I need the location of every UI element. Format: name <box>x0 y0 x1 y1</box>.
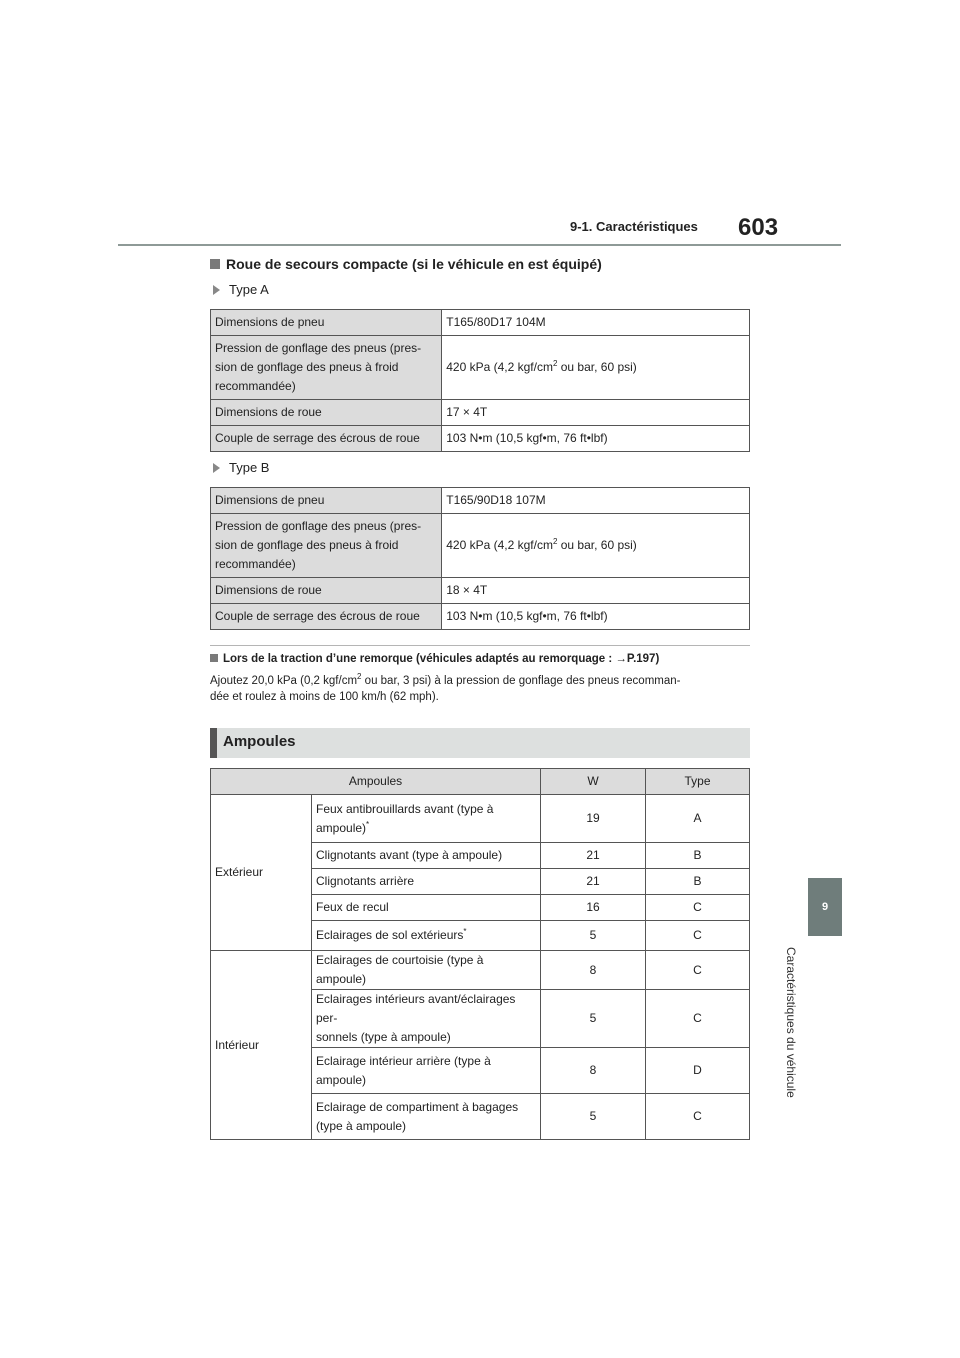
bulb-type: D <box>646 1048 750 1094</box>
header-divider <box>118 244 841 246</box>
towing-note-heading <box>210 653 659 665</box>
label-line: recommandée) <box>215 379 296 393</box>
table-row <box>211 336 750 400</box>
table-row <box>211 951 750 990</box>
note-text: Ajoutez 20,0 kPa (0,2 kgf/cm <box>210 675 358 687</box>
square-bullet-icon <box>210 654 218 662</box>
spec-label <box>211 514 442 578</box>
bulb-watts: 5 <box>541 921 646 951</box>
chapter-label-text: Caractéristiques du véhicule <box>784 947 798 1098</box>
section-title: 9-1. Caractéristiques <box>570 219 698 234</box>
table-row <box>211 604 750 630</box>
value-text: ou bar, 60 psi) <box>557 360 637 374</box>
bulb-watts: 21 <box>541 869 646 895</box>
label-line: sion de gonflage des pneus à froid <box>215 538 399 552</box>
spare-wheel-heading <box>210 256 602 272</box>
type-a-label: Type A <box>229 282 269 297</box>
column-header: Ampoules <box>211 769 541 795</box>
bulb-type: A <box>646 795 750 843</box>
table-row <box>211 310 750 336</box>
bulb-name-line: (type à ampoule) <box>316 1118 407 1133</box>
spec-value: T165/80D17 104M <box>442 310 750 336</box>
bulb-name <box>312 1094 541 1140</box>
type-b-table <box>210 487 750 630</box>
bulb-type: B <box>646 869 750 895</box>
triangle-bullet-icon <box>213 285 220 295</box>
table-row <box>211 578 750 604</box>
bulb-name <box>312 1048 541 1094</box>
bulb-name-line: ampoule) <box>316 1072 367 1087</box>
bulb-watts: 16 <box>541 895 646 921</box>
value-text: 420 kPa (4,2 kgf/cm <box>446 538 553 552</box>
label-line: sion de gonflage des pneus à froid <box>215 360 399 374</box>
bulb-name-line: Eclairage de compartiment à bagages <box>316 1099 519 1114</box>
bulb-name-line: Eclairage intérieur arrière (type à <box>316 1053 491 1068</box>
bulb-watts: 21 <box>541 843 646 869</box>
bulb-name-line <box>316 819 536 838</box>
spare-wheel-title: Roue de secours compacte (si le véhicule en est équipé) <box>226 256 602 272</box>
group-label: Intérieur <box>211 951 312 1140</box>
footnote-mark: * <box>463 927 467 936</box>
table-row <box>211 400 750 426</box>
bulb-name: Feux de recul <box>312 895 541 921</box>
spec-label <box>211 336 442 400</box>
bulb-name-text: Eclairages de sol extérieurs <box>316 928 464 942</box>
bulb-name: Eclairages de courtoisie (type à ampoule) <box>312 951 541 990</box>
bulb-type: C <box>646 895 750 921</box>
superscript: 2 <box>552 359 558 368</box>
bulb-name-line: Feux antibrouillards avant (type à <box>316 801 494 816</box>
square-bullet-icon <box>210 259 220 269</box>
table-header-row <box>211 769 750 795</box>
table-row <box>211 795 750 843</box>
bulb-name-line: sonnels (type à ampoule) <box>316 1030 451 1044</box>
table-row <box>211 488 750 514</box>
towing-note-title[interactable]: Lors de la traction d’une remorque (véhicules adaptés au remorquage : →P.197) <box>223 653 660 665</box>
chapter-tab[interactable]: 9 <box>808 878 842 936</box>
type-a-table <box>210 309 750 452</box>
label-line: Pression de gonflage des pneus (pres- <box>215 341 422 355</box>
bulb-watts: 5 <box>541 1094 646 1140</box>
value-text: 420 kPa (4,2 kgf/cm <box>446 360 553 374</box>
bulbs-table <box>210 768 750 1140</box>
type-b-label: Type B <box>229 460 270 475</box>
spec-value: T165/90D18 107M <box>442 488 750 514</box>
bulb-watts: 19 <box>541 795 646 843</box>
bulb-type: B <box>646 843 750 869</box>
superscript: 2 <box>357 672 362 682</box>
section-accent-bar <box>210 728 217 758</box>
bulb-name: Clignotants arrière <box>312 869 541 895</box>
value-text: ou bar, 60 psi) <box>557 538 637 552</box>
spec-value: 18 × 4T <box>442 578 750 604</box>
table-row <box>211 426 750 452</box>
spec-label: Dimensions de pneu <box>211 488 442 514</box>
spec-label: Dimensions de roue <box>211 400 442 426</box>
bulbs-section-title: Ampoules <box>223 733 296 750</box>
bulb-type: C <box>646 990 750 1048</box>
bulb-name <box>312 795 541 843</box>
label-line: recommandée) <box>215 557 296 571</box>
column-header: Type <box>646 769 750 795</box>
bulb-name <box>312 921 541 951</box>
spec-label: Dimensions de roue <box>211 578 442 604</box>
spec-value: 103 N•m (10,5 kgf•m, 76 ft•lbf) <box>442 426 750 452</box>
spec-value: 103 N•m (10,5 kgf•m, 76 ft•lbf) <box>442 604 750 630</box>
bulb-type: C <box>646 921 750 951</box>
bulb-type: C <box>646 1094 750 1140</box>
bulb-name-text: ampoule) <box>316 820 367 835</box>
triangle-bullet-icon <box>213 463 220 473</box>
spec-label: Couple de serrage des écrous de roue <box>211 604 442 630</box>
label-line: Pression de gonflage des pneus (pres- <box>215 519 422 533</box>
towing-note-body <box>210 673 755 705</box>
footnote-mark: * <box>366 819 370 829</box>
bulb-type: C <box>646 951 750 990</box>
bulb-watts: 8 <box>541 1048 646 1094</box>
spec-value: 17 × 4T <box>442 400 750 426</box>
spec-label: Couple de serrage des écrous de roue <box>211 426 442 452</box>
bulb-name <box>312 990 541 1048</box>
group-label: Extérieur <box>211 795 312 951</box>
column-header: W <box>541 769 646 795</box>
type-a-heading <box>213 282 269 297</box>
bulb-name-line: Eclairages intérieurs avant/éclairages per- <box>316 992 516 1025</box>
page-number: 603 <box>738 214 779 241</box>
bulb-watts: 5 <box>541 990 646 1048</box>
note-divider <box>210 645 750 646</box>
bulb-name: Clignotants avant (type à ampoule) <box>312 843 541 869</box>
superscript: 2 <box>552 537 558 546</box>
spec-label: Dimensions de pneu <box>211 310 442 336</box>
note-text: dée et roulez à moins de 100 km/h (62 mph). <box>210 691 439 703</box>
note-text: ou bar, 3 psi) à la pression de gonflage des pneus recomman- <box>361 675 681 687</box>
chapter-label <box>786 947 802 1127</box>
type-b-heading <box>213 460 269 475</box>
bulb-watts: 8 <box>541 951 646 990</box>
table-row <box>211 514 750 578</box>
spec-value <box>442 336 750 400</box>
spec-value <box>442 514 750 578</box>
